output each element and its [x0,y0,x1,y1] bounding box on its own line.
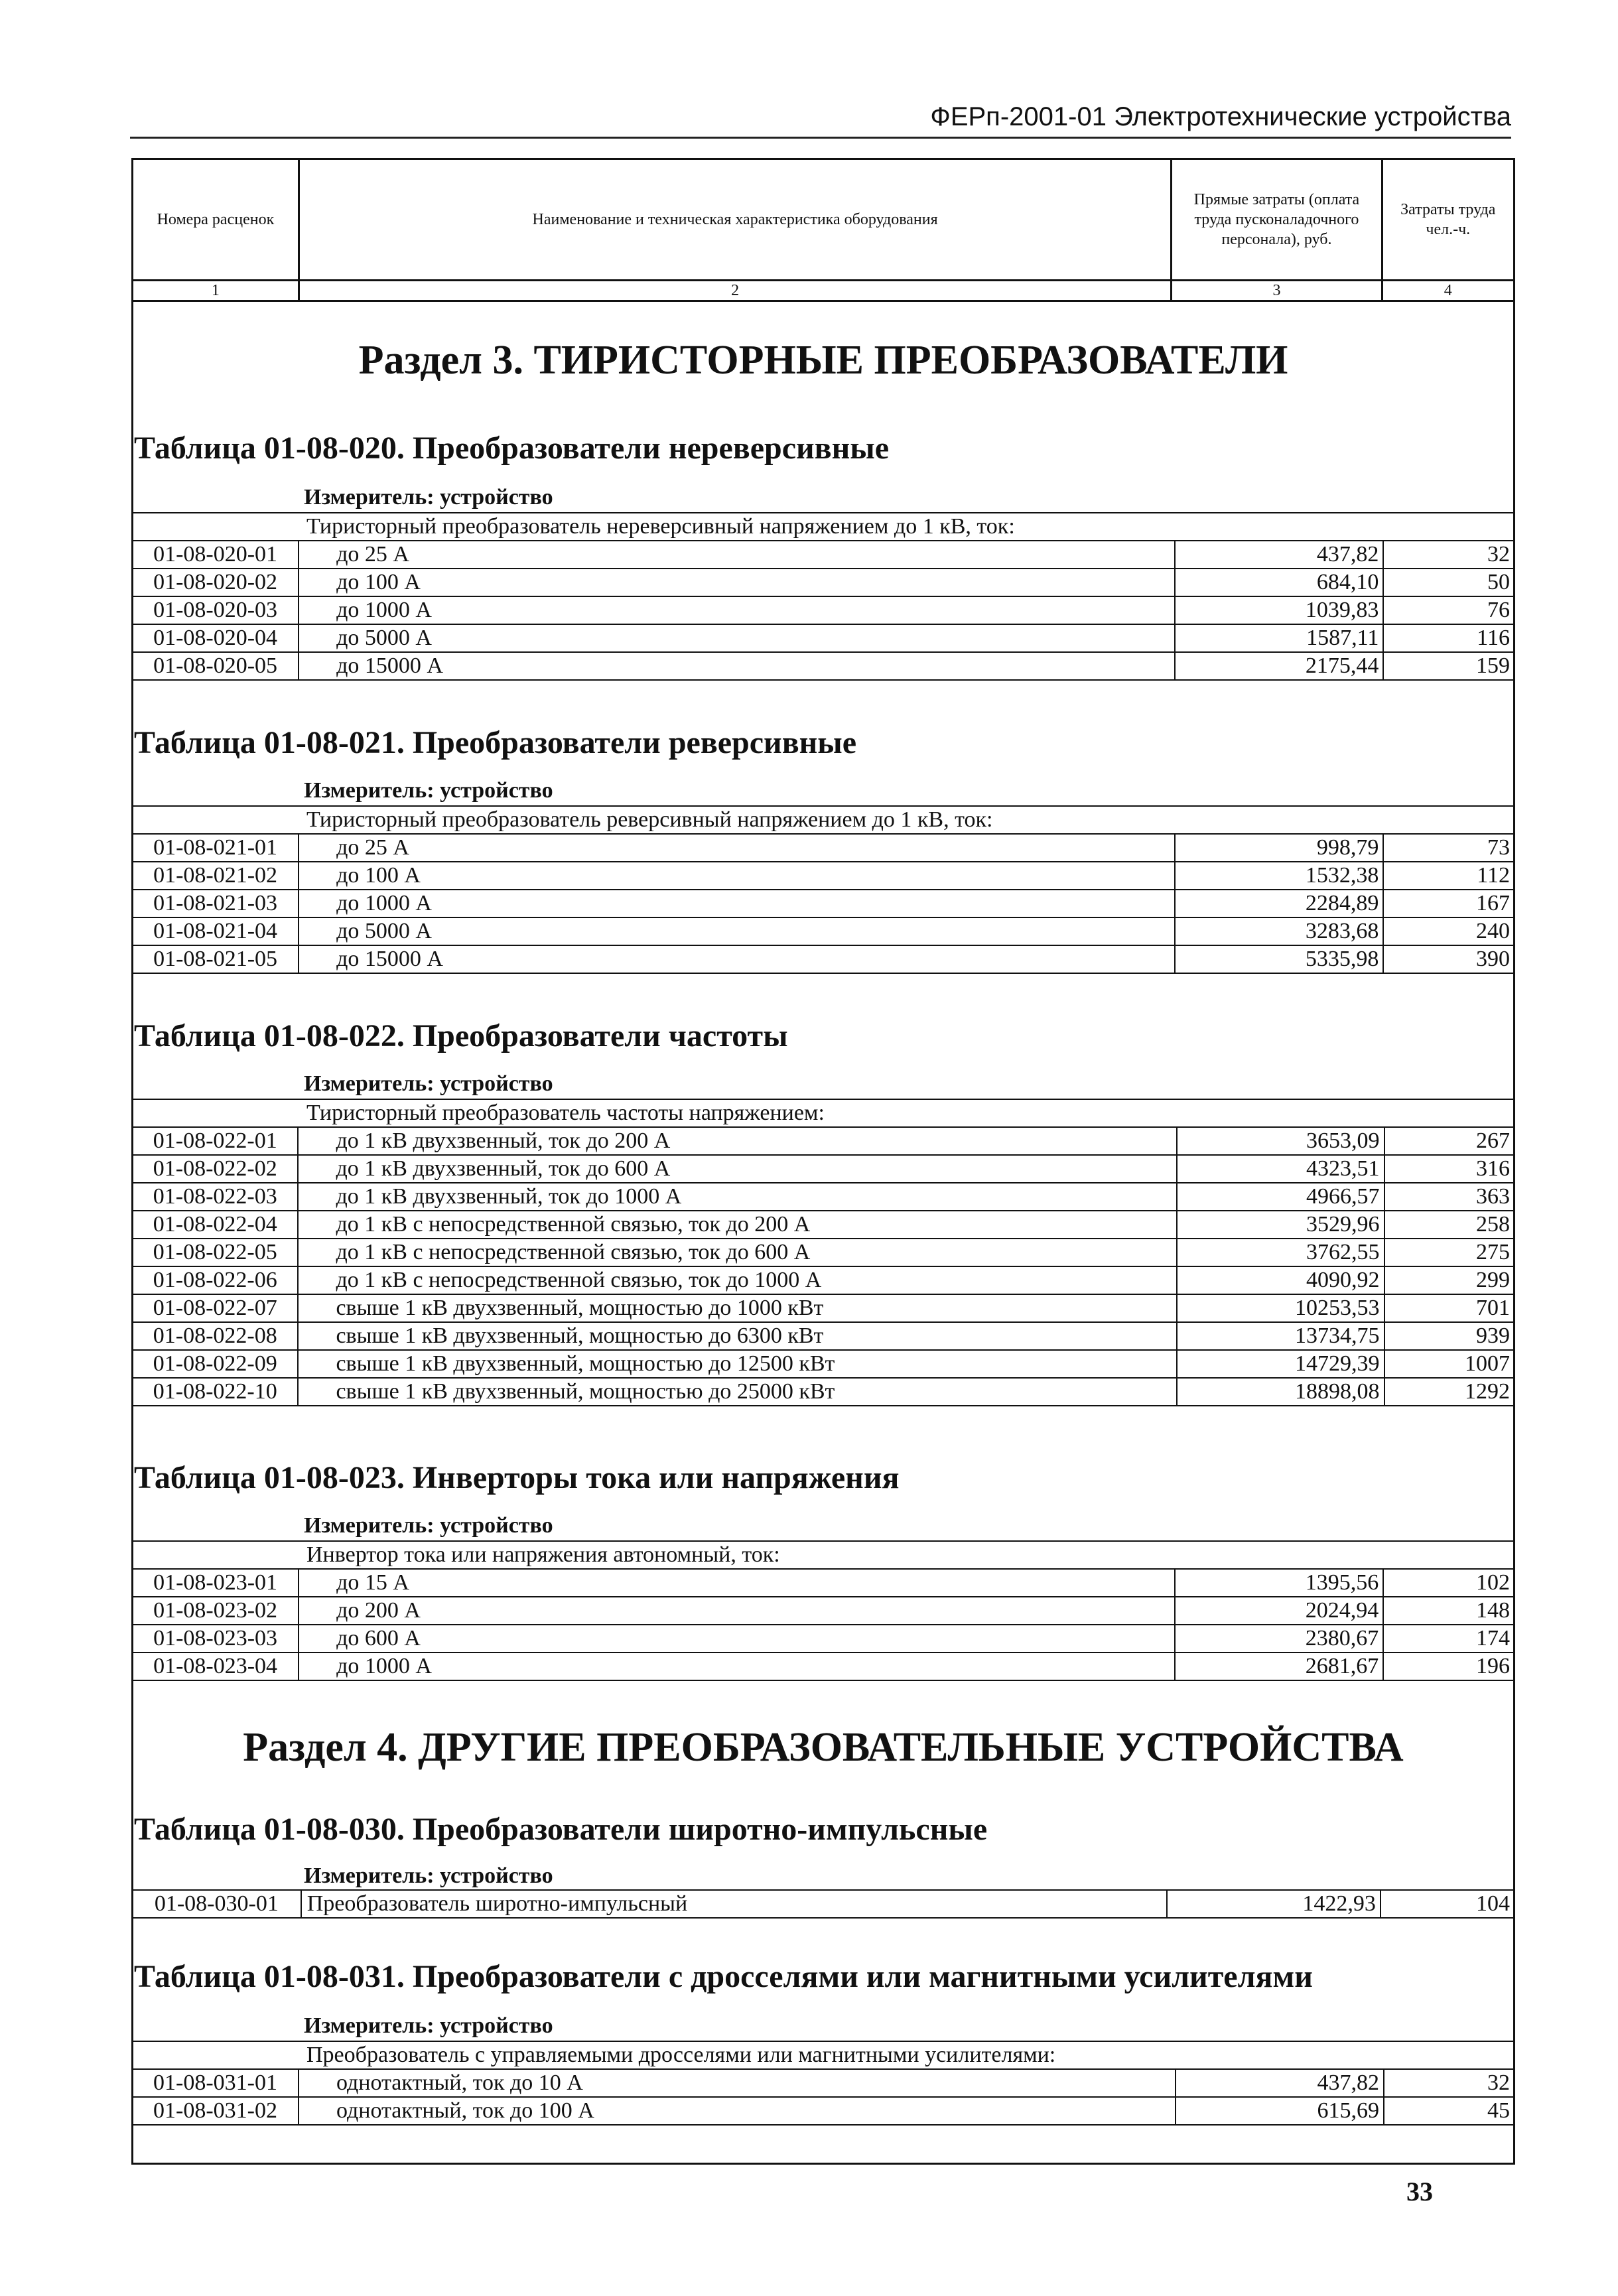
direct-cost: 2024,94 [1175,1597,1384,1625]
rate-code: 01-08-022-10 [132,1378,298,1406]
group-label: Преобразователь с управляемыми дросселями или магнитными усилителями: [132,2041,1515,2069]
item-name: до 1000 А [299,890,1175,917]
rate-code: 01-08-021-05 [132,945,299,973]
direct-cost: 684,10 [1175,569,1384,596]
table-row [132,1294,1515,1322]
direct-cost: 4090,92 [1177,1266,1384,1294]
labor-cost: 73 [1383,834,1515,862]
rate-code: 01-08-021-02 [132,862,299,890]
table-row [132,2097,1515,2125]
item-name: до 25 А [299,541,1175,569]
rate-code: 01-08-022-07 [132,1294,298,1322]
labor-cost: 701 [1384,1294,1515,1322]
labor-cost: 148 [1383,1597,1515,1625]
meter-label: Измеритель: устройство [304,1513,553,1538]
direct-cost: 437,82 [1176,2069,1384,2097]
rate-code: 01-08-021-01 [132,834,299,862]
rate-table [131,1889,1515,1919]
direct-cost: 2284,89 [1175,890,1384,917]
labor-cost: 159 [1383,652,1515,680]
table-row [132,917,1515,945]
direct-cost: 998,79 [1175,834,1384,862]
table-row [132,1890,1515,1918]
item-name: до 25 А [299,834,1175,862]
labor-cost: 50 [1383,569,1515,596]
direct-cost: 3653,09 [1177,1127,1384,1155]
rate-code: 01-08-022-06 [132,1266,298,1294]
table-row [132,945,1515,973]
meter-label: Измеритель: устройство [304,778,553,803]
direct-cost: 3529,96 [1177,1211,1384,1239]
labor-cost: 76 [1383,596,1515,624]
direct-cost: 1532,38 [1175,862,1384,890]
rate-code: 01-08-022-04 [132,1211,298,1239]
col-number: 2 [299,281,1172,301]
col-number: 4 [1382,281,1514,301]
rate-code: 01-08-020-02 [132,569,299,596]
labor-cost: 196 [1383,1653,1515,1680]
direct-cost: 4966,57 [1177,1183,1384,1211]
table-row [132,569,1515,596]
labor-cost: 390 [1383,945,1515,973]
table-row [132,652,1515,680]
meter-label: Измеритель: устройство [304,1071,553,1096]
table-row [132,1350,1515,1378]
labor-cost: 363 [1384,1183,1515,1211]
rate-code: 01-08-021-04 [132,917,299,945]
item-name: свыше 1 кВ двухзвенный, мощностью до 1000 кВт [298,1294,1176,1322]
labor-cost: 1292 [1384,1378,1515,1406]
item-name: однотактный, ток до 10 А [299,2069,1176,2097]
table-row [132,1155,1515,1183]
item-name: до 1 кВ двухзвенный, ток до 200 А [298,1127,1176,1155]
rate-code: 01-08-031-02 [132,2097,299,2125]
group-label: Инвертор тока или напряжения автономный, ток: [132,1541,1515,1569]
labor-cost: 1007 [1384,1350,1515,1378]
labor-cost: 275 [1384,1239,1515,1266]
item-name: до 100 А [299,569,1175,596]
item-name: до 1 кВ с непосредственной связью, ток до 1000 А [298,1266,1176,1294]
table-row [132,596,1515,624]
item-name: свыше 1 кВ двухзвенный, мощностью до 25000 кВт [298,1378,1176,1406]
labor-cost: 102 [1383,1569,1515,1597]
section-title: Раздел 4. ДРУГИЕ ПРЕОБРАЗОВАТЕЛЬНЫЕ УСТРОЙСТВА [243,1725,1404,1770]
item-name: до 600 А [299,1625,1175,1653]
labor-cost: 939 [1384,1322,1515,1350]
direct-cost: 10253,53 [1177,1294,1384,1322]
direct-cost: 2681,67 [1175,1653,1384,1680]
group-label: Тиристорный преобразователь нереверсивный напряжением до 1 кВ, ток: [132,513,1515,541]
rate-code: 01-08-020-05 [132,652,299,680]
labor-cost: 32 [1383,541,1515,569]
rate-code: 01-08-022-02 [132,1155,298,1183]
direct-cost: 4323,51 [1177,1155,1384,1183]
table-row [132,624,1515,652]
meter-label: Измеритель: устройство [304,2013,553,2038]
direct-cost: 2175,44 [1175,652,1384,680]
table-row [132,1653,1515,1680]
table-row [132,890,1515,917]
column-header-table [131,158,1515,302]
table-row [132,1625,1515,1653]
labor-cost: 32 [1384,2069,1515,2097]
table-row [132,1266,1515,1294]
item-name: до 1 кВ с непосредственной связью, ток до 200 А [298,1211,1176,1239]
col-number: 1 [133,281,299,301]
rate-code: 01-08-023-03 [132,1625,299,1653]
item-name: до 15000 А [299,652,1175,680]
table-title: Таблица 01-08-023. Инверторы тока или напряжения [134,1460,900,1495]
rate-code: 01-08-022-09 [132,1350,298,1378]
direct-cost: 18898,08 [1177,1378,1384,1406]
labor-cost: 240 [1383,917,1515,945]
table-row [132,1378,1515,1406]
table-row [132,834,1515,862]
rate-code: 01-08-022-03 [132,1183,298,1211]
section-title: Раздел 3. ТИРИСТОРНЫЕ ПРЕОБРАЗОВАТЕЛИ [358,338,1288,383]
labor-cost: 316 [1384,1155,1515,1183]
item-name: Преобразователь широтно-импульсный [301,1890,1168,1918]
item-name: до 100 А [299,862,1175,890]
item-name: однотактный, ток до 100 А [299,2097,1176,2125]
rate-code: 01-08-020-04 [132,624,299,652]
table-title: Таблица 01-08-020. Преобразователи нереверсивные [134,431,890,466]
table-row [132,541,1515,569]
labor-cost: 299 [1384,1266,1515,1294]
table-row [132,1211,1515,1239]
table-title: Таблица 01-08-022. Преобразователи частоты [134,1018,788,1053]
rate-code: 01-08-020-03 [132,596,299,624]
rate-code: 01-08-022-01 [132,1127,298,1155]
meter-label: Измеритель: устройство [304,1863,553,1888]
item-name: до 5000 А [299,917,1175,945]
col-number: 3 [1172,281,1382,301]
table-row [132,1239,1515,1266]
direct-cost: 1587,11 [1175,624,1384,652]
item-name: до 1 кВ с непосредственной связью, ток до 600 А [298,1239,1176,1266]
direct-cost: 615,69 [1176,2097,1384,2125]
rate-code: 01-08-021-03 [132,890,299,917]
item-name: до 1 кВ двухзвенный, ток до 1000 А [298,1183,1176,1211]
table-title: Таблица 01-08-030. Преобразователи широтно-импульсные [134,1812,988,1847]
direct-cost: 5335,98 [1175,945,1384,973]
item-name: до 1000 А [299,596,1175,624]
item-name: до 1000 А [299,1653,1175,1680]
rate-code: 01-08-020-01 [132,541,299,569]
direct-cost: 1422,93 [1167,1890,1380,1918]
item-name: до 1 кВ двухзвенный, ток до 600 А [298,1155,1176,1183]
group-label: Тиристорный преобразователь реверсивный напряжением до 1 кВ, ток: [132,806,1515,834]
table-row [132,1597,1515,1625]
meter-label: Измеритель: устройство [304,485,553,509]
page-number: 33 [1406,2177,1433,2206]
direct-cost: 1395,56 [1175,1569,1384,1597]
rate-table [131,512,1515,681]
item-name: свыше 1 кВ двухзвенный, мощностью до 6300 кВт [298,1322,1176,1350]
table-row [132,1183,1515,1211]
direct-cost: 3762,55 [1177,1239,1384,1266]
rate-code: 01-08-022-05 [132,1239,298,1266]
rate-table [131,2041,1515,2126]
running-header: ФЕРп-2001-01 Электротехнические устройства [130,98,1511,139]
rate-code: 01-08-023-01 [132,1569,299,1597]
rate-code: 01-08-031-01 [132,2069,299,2097]
direct-cost: 14729,39 [1177,1350,1384,1378]
direct-cost: 2380,67 [1175,1625,1384,1653]
table-row [132,1322,1515,1350]
labor-cost: 174 [1383,1625,1515,1653]
col-header-name: Наименование и техническая характеристика оборудования [299,159,1172,281]
item-name: до 15000 А [299,945,1175,973]
labor-cost: 104 [1381,1890,1515,1918]
item-name: до 15 А [299,1569,1175,1597]
labor-cost: 267 [1384,1127,1515,1155]
rate-table [131,805,1515,974]
rate-code: 01-08-023-04 [132,1653,299,1680]
item-name: до 5000 А [299,624,1175,652]
rate-table [131,1540,1515,1681]
direct-cost: 437,82 [1175,541,1384,569]
col-header-direct-costs: Прямые затраты (оплата труда пусконаладочного персонала), руб. [1172,159,1382,281]
direct-cost: 13734,75 [1177,1322,1384,1350]
rate-code: 01-08-022-08 [132,1322,298,1350]
rate-code: 01-08-030-01 [132,1890,301,1918]
direct-cost: 1039,83 [1175,596,1384,624]
item-name: до 200 А [299,1597,1175,1625]
col-header-codes: Номера расценок [133,159,299,281]
table-row [132,2069,1515,2097]
labor-cost: 112 [1383,862,1515,890]
direct-cost: 3283,68 [1175,917,1384,945]
item-name: свыше 1 кВ двухзвенный, мощностью до 12500 кВт [298,1350,1176,1378]
labor-cost: 116 [1383,624,1515,652]
labor-cost: 258 [1384,1211,1515,1239]
labor-cost: 167 [1383,890,1515,917]
labor-cost: 45 [1384,2097,1515,2125]
table-row [132,862,1515,890]
table-title: Таблица 01-08-021. Преобразователи реверсивные [134,725,857,760]
rate-code: 01-08-023-02 [132,1597,299,1625]
table-row [132,1569,1515,1597]
col-header-labor: Затраты труда чел.-ч. [1382,159,1514,281]
table-title: Таблица 01-08-031. Преобразователи с дросселями или магнитными усилителями [134,1959,1313,1994]
table-row [132,1127,1515,1155]
rate-table [131,1099,1515,1406]
group-label: Тиристорный преобразователь частоты напряжением: [132,1099,1515,1127]
